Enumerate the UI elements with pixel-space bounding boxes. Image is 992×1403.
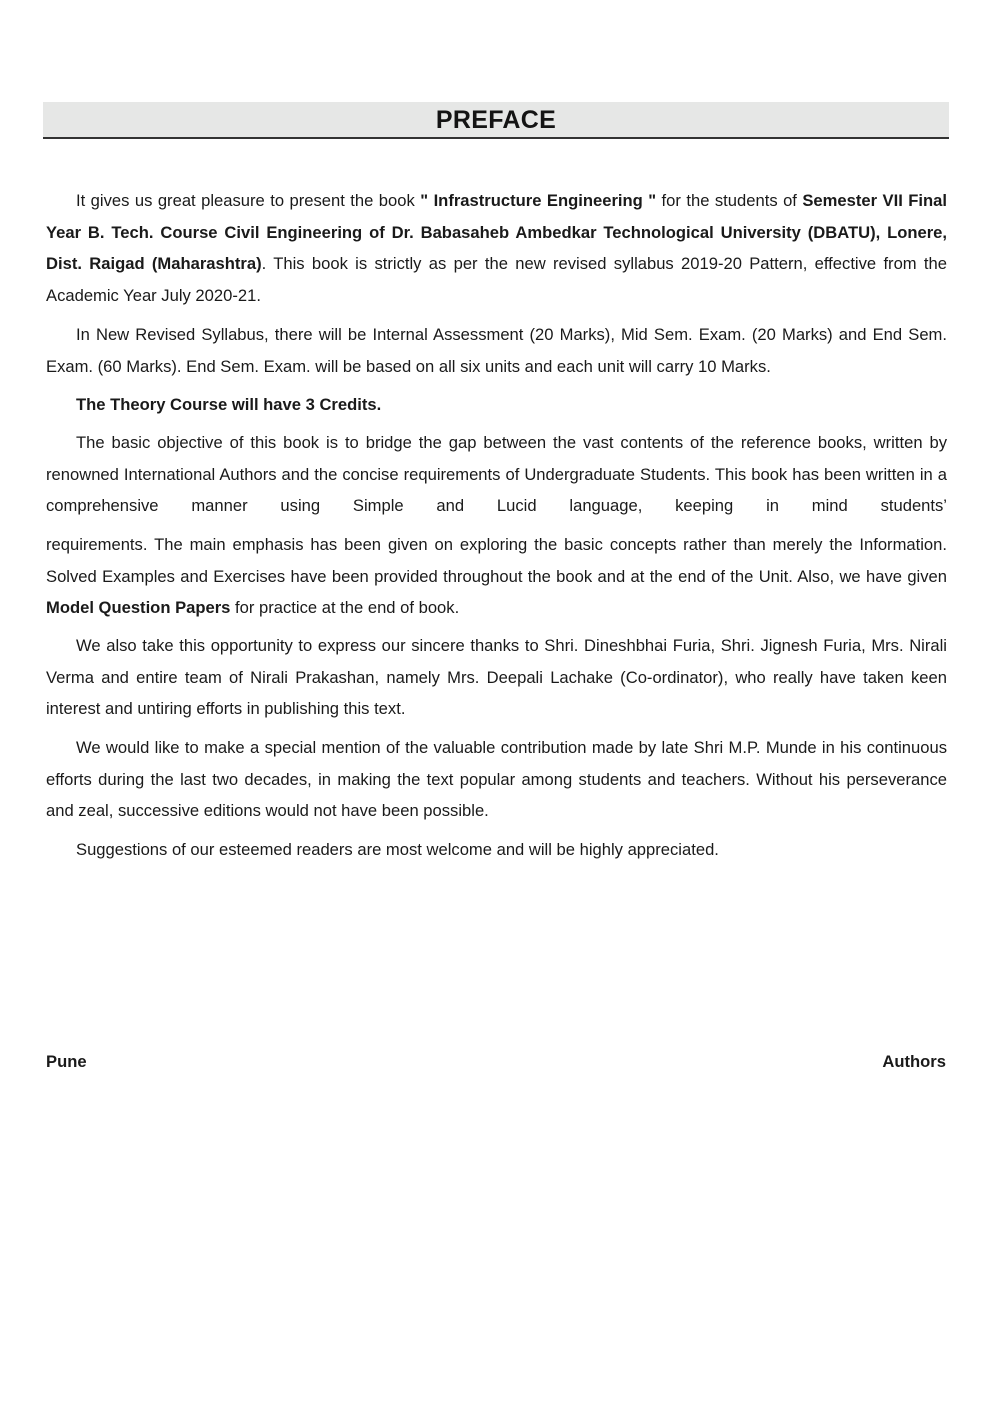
intro-text-2: for the students of [656,191,803,210]
title-bar [43,102,949,139]
emphasis-text-1: requirements. The main emphasis has been given on exploring the basic concepts rather than merely the Information. Solved Examples and Exercises have been provided throughout the book and at the end of the Unit. Also, we have given [46,535,947,586]
intro-text-3: . This book is strictly as per the new revised syllabus 2019-20 Pattern, effective from the Academic Year July 2020-21. [46,254,948,305]
signature-place: Pune [46,1052,87,1071]
paragraph-intro [46,185,947,311]
paragraph-mention-text: We would like to make a special mention of the valuable contribution made by late Shri M.P. Munde in his continuous efforts during the last two decades, in making the text popular among students and teachers. Without his perseverance and zeal, successive editions would not have been possible. [46,738,947,820]
book-title: " Infrastructure Engineering " [420,191,657,210]
course-name: Semester VII Final Year B. Tech. Course Civil Engineering of Dr. Babasaheb Ambedkar Technological University (DBATU), Lonere, Dist. Raigad (Maharashtra) [46,191,947,273]
paragraph-syllabus [46,319,947,382]
paragraph-emphasis [46,529,947,624]
intro-text-1: It gives us great pleasure to present the book [76,191,421,210]
model-question-papers: Model Question Papers [46,598,231,617]
paragraph-credits [46,389,947,421]
paragraph-objective-text: The basic objective of this book is to bridge the gap between the vast contents of the reference books, written by renowned International Authors and the concise requirements of Undergraduate Students. This book has been written in a comprehensive manner using Simple and Lucid language, keeping in mind students’ [46,433,947,515]
paragraph-thanks [46,630,947,725]
paragraph-suggestions [46,834,947,866]
paragraph-emphasis-text [46,529,947,624]
paragraph-credits-text [46,389,947,421]
paragraph-thanks-text: We also take this opportunity to express our sincere thanks to Shri. Dineshbhai Furia, Shri. Jignesh Furia, Mrs. Nirali Verma and entire team of Nirali Prakashan, namely Mrs. Deepali Lachake (Co-ordinator), who really have taken keen interest and untiring efforts in publishing this text. [46,636,947,718]
paragraph-syllabus-text: In New Revised Syllabus, there will be Internal Assessment (20 Marks), Mid Sem. Exam. (20 Marks) and End Sem. Exam. (60 Marks). End Sem. Exam. will be based on all six units and each unit will carry 10 Marks. [46,325,947,376]
page-title: PREFACE [435,106,557,134]
paragraph-mention [46,732,947,827]
paragraph-objective [46,427,947,522]
emphasis-text-2: for practice at the end of book. [230,598,460,617]
signature-authors: Authors [882,1052,946,1071]
paragraph-suggestions-text: Suggestions of our esteemed readers are most welcome and will be highly appreciated. [76,840,719,859]
credits-text: The Theory Course will have 3 Credits. [76,395,382,414]
paragraph-intro-text [46,185,947,311]
